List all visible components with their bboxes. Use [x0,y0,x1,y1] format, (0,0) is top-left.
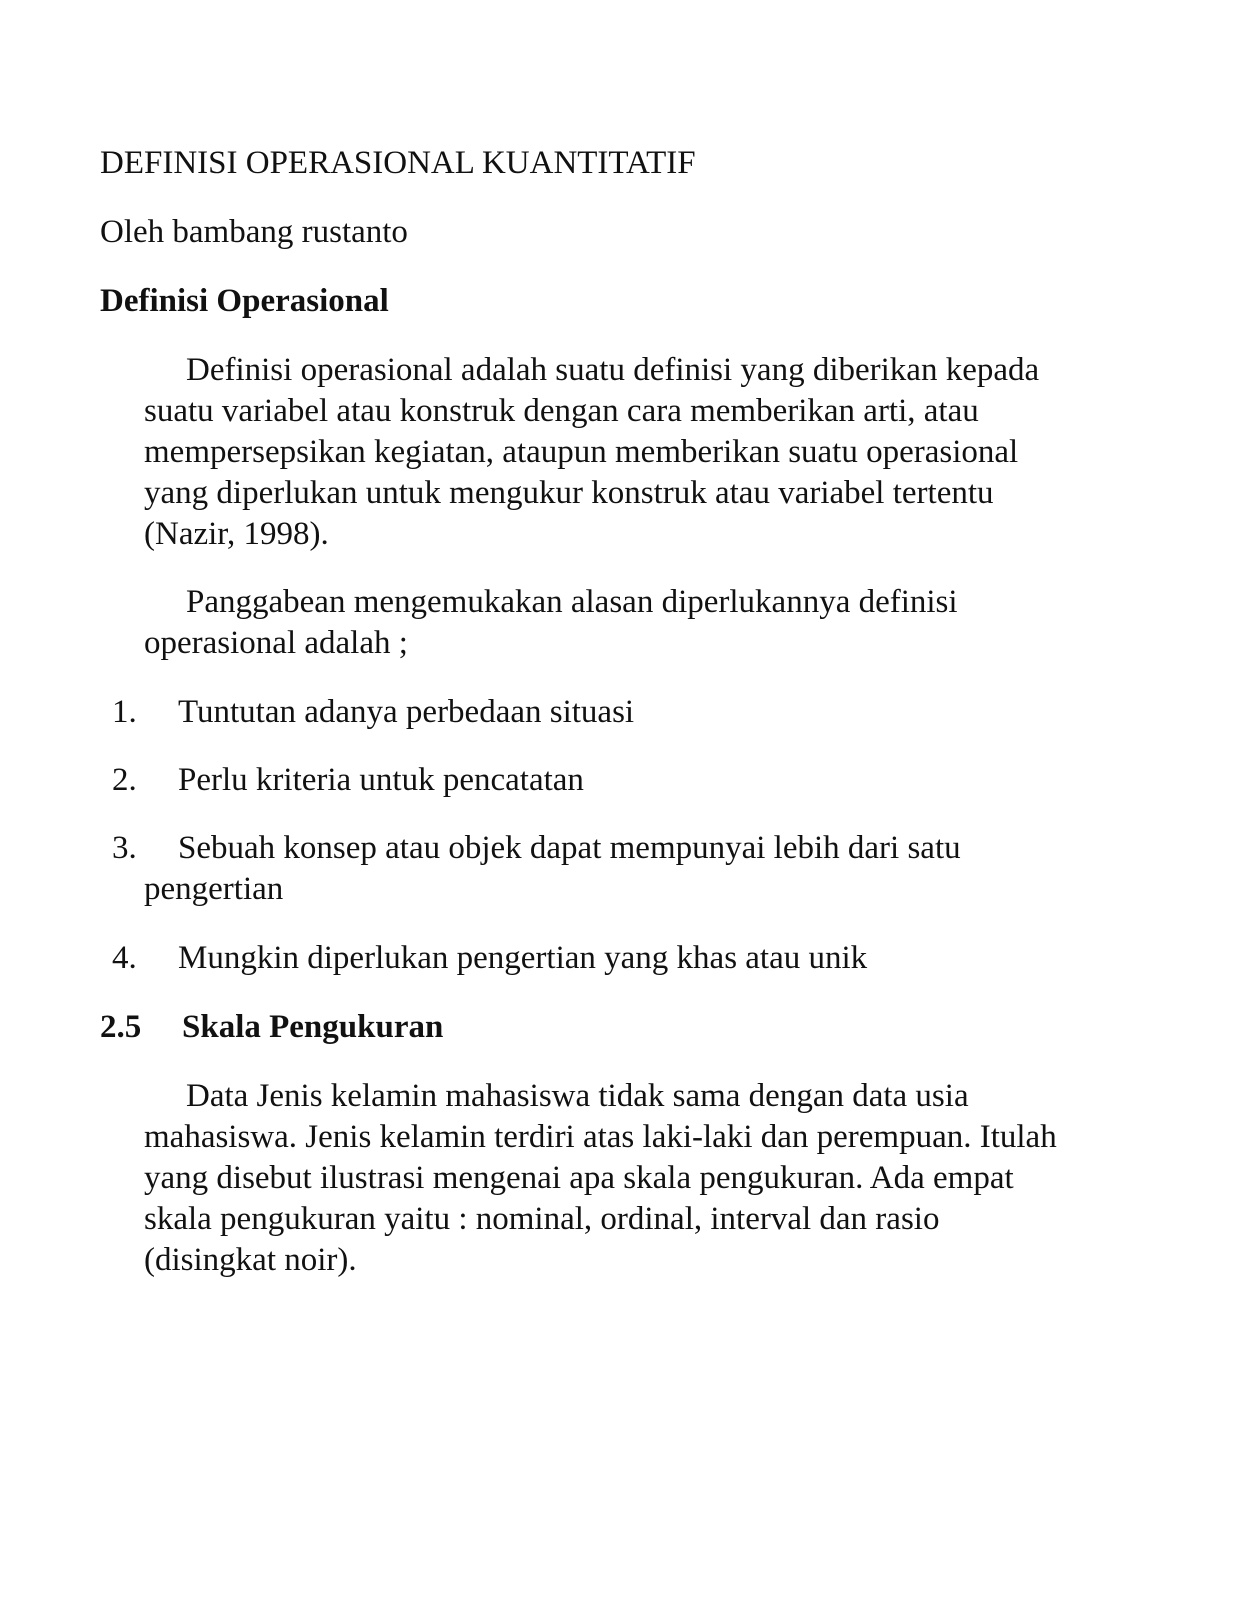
paragraph-definisi [144,350,1064,555]
list-text: Sebuah konsep atau objek dapat mempunyai lebih dari satu [178,830,961,866]
list-text: Perlu kriteria untuk pencatatan [178,762,584,798]
list-item [112,828,1072,910]
list-item [112,760,1072,801]
section-heading-definisi: Definisi Operasional [100,283,389,319]
list-number: 2. [112,762,137,798]
list-item [112,938,1072,979]
list-item [112,692,1072,733]
list-number: 3. [112,830,137,866]
list-text: Mungkin diperlukan pengertian yang khas atau unik [178,940,868,976]
paragraph-skala-text: Data Jenis kelamin mahasiswa tidak sama dengan data usia mahasiswa. Jenis kelamin terdiri atas laki-laki dan perempuan. Itulah yang disebut ilustrasi mengenai apa skala pengukuran. Ada empat skala pengukuran yaitu : nominal, ordinal, interval dan rasio (disingkat noir). [144,1078,1057,1278]
section-heading-skala [100,1007,443,1048]
list-number: 1. [112,694,137,730]
paragraph-definisi-text: Definisi operasional adalah suatu definisi yang diberikan kepada suatu variabel atau konstruk dengan cara memberikan arti, atau mempersepsikan kegiatan, ataupun memberikan suatu operasional yang diperlukan untuk mengukur konstruk atau variabel tertentu (Nazir, 1998). [144,352,1040,552]
paragraph-panggabean-text: Panggabean mengemukakan alasan diperlukannya definisi operasional adalah ; [144,584,958,661]
list-text: Tuntutan adanya perbedaan situasi [178,694,635,730]
author-line: Oleh bambang rustanto [100,214,408,250]
document-title: DEFINISI OPERASIONAL KUANTITATIF [100,145,696,181]
section-title: Skala Pengukuran [182,1009,444,1045]
list-number: 4. [112,940,137,976]
list-text-continuation: pengertian [144,871,284,907]
section-number: 2.5 [100,1009,142,1045]
paragraph-skala [144,1076,1064,1281]
paragraph-panggabean [144,582,1064,664]
